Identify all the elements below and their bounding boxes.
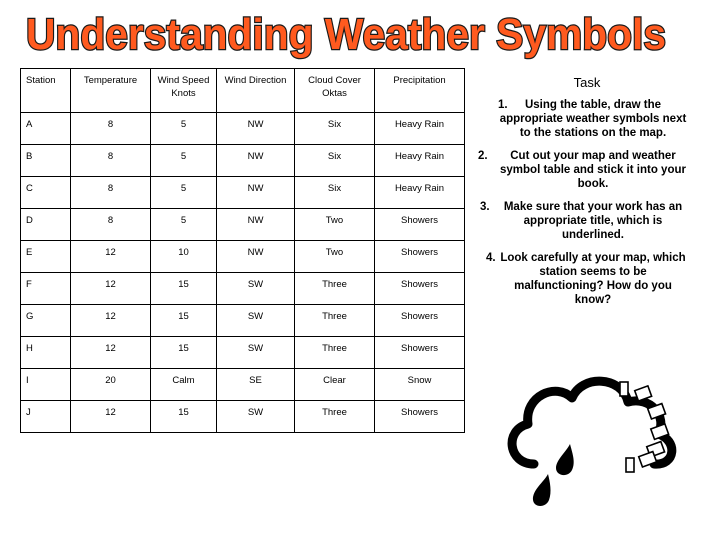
table-row bbox=[21, 177, 465, 209]
cell-wind-direction: NW bbox=[217, 209, 295, 241]
cell-cloud-cover: Three bbox=[295, 337, 375, 369]
cell-wind-direction: NW bbox=[217, 145, 295, 177]
cell-cloud-cover: Six bbox=[295, 113, 375, 145]
cell-precipitation: Heavy Rain bbox=[375, 113, 465, 145]
cell-precipitation: Showers bbox=[375, 209, 465, 241]
cell-temperature: 20 bbox=[71, 369, 151, 401]
cell-wind-speed: 5 bbox=[151, 145, 217, 177]
cell-station: H bbox=[21, 337, 71, 369]
cell-wind-speed: 5 bbox=[151, 113, 217, 145]
task-item-text: Look carefully at your map, which station seems to be malfunctioning? How do you know? bbox=[500, 252, 686, 306]
cell-station: J bbox=[21, 401, 71, 433]
table-row bbox=[21, 209, 465, 241]
cell-wind-speed: 15 bbox=[151, 305, 217, 337]
cell-station: G bbox=[21, 305, 71, 337]
task-item-3 bbox=[476, 200, 690, 242]
header-temperature: Temperature bbox=[71, 69, 151, 113]
cell-temperature: 12 bbox=[71, 401, 151, 433]
cell-station: D bbox=[21, 209, 71, 241]
cell-wind-speed: Calm bbox=[151, 369, 217, 401]
page-title: Understanding Weather Symbols bbox=[26, 10, 666, 59]
cell-temperature: 8 bbox=[71, 145, 151, 177]
cell-cloud-cover: Two bbox=[295, 209, 375, 241]
table-row bbox=[21, 305, 465, 337]
cell-precipitation: Showers bbox=[375, 273, 465, 305]
table-row bbox=[21, 337, 465, 369]
cell-station: F bbox=[21, 273, 71, 305]
cell-station: E bbox=[21, 241, 71, 273]
cell-temperature: 12 bbox=[71, 273, 151, 305]
cell-temperature: 12 bbox=[71, 337, 151, 369]
cell-wind-speed: 15 bbox=[151, 401, 217, 433]
cell-precipitation: Heavy Rain bbox=[375, 145, 465, 177]
table-row bbox=[21, 113, 465, 145]
cell-temperature: 8 bbox=[71, 113, 151, 145]
cell-temperature: 12 bbox=[71, 305, 151, 337]
cell-wind-direction: NW bbox=[217, 177, 295, 209]
task-item-number: 1. bbox=[498, 99, 508, 111]
task-item-number: 2. bbox=[478, 150, 488, 162]
cell-cloud-cover: Two bbox=[295, 241, 375, 273]
cell-cloud-cover: Clear bbox=[295, 369, 375, 401]
page-title-banner bbox=[0, 2, 720, 60]
cell-wind-direction: NW bbox=[217, 113, 295, 145]
cell-station: I bbox=[21, 369, 71, 401]
task-item-1 bbox=[476, 98, 690, 140]
header-wind-direction: Wind Direction bbox=[217, 69, 295, 113]
cell-temperature: 8 bbox=[71, 209, 151, 241]
cell-temperature: 12 bbox=[71, 241, 151, 273]
task-item-number: 3. bbox=[480, 201, 490, 213]
header-station: Station bbox=[21, 69, 71, 113]
table-body bbox=[21, 113, 465, 433]
task-item-2 bbox=[476, 149, 690, 191]
task-item-4 bbox=[476, 251, 690, 307]
cell-cloud-cover: Three bbox=[295, 401, 375, 433]
table-row bbox=[21, 241, 465, 273]
cell-wind-direction: NW bbox=[217, 241, 295, 273]
cell-cloud-cover: Three bbox=[295, 305, 375, 337]
table-row bbox=[21, 145, 465, 177]
cell-cloud-cover: Six bbox=[295, 145, 375, 177]
cell-wind-direction: SW bbox=[217, 273, 295, 305]
table-row bbox=[21, 369, 465, 401]
cell-wind-direction: SE bbox=[217, 369, 295, 401]
task-item-text: Cut out your map and weather symbol table and stick it into your book. bbox=[500, 150, 686, 190]
cell-precipitation: Snow bbox=[375, 369, 465, 401]
cell-wind-speed: 5 bbox=[151, 177, 217, 209]
cell-cloud-cover: Six bbox=[295, 177, 375, 209]
cell-precipitation: Showers bbox=[375, 337, 465, 369]
cell-precipitation: Showers bbox=[375, 305, 465, 337]
header-precipitation: Precipitation bbox=[375, 69, 465, 113]
cell-precipitation: Heavy Rain bbox=[375, 177, 465, 209]
cell-wind-speed: 15 bbox=[151, 337, 217, 369]
cell-precipitation: Showers bbox=[375, 401, 465, 433]
table-row bbox=[21, 401, 465, 433]
task-item-number: 4. bbox=[486, 252, 496, 264]
task-item-text: Make sure that your work has an appropriate title, which is underlined. bbox=[503, 201, 683, 241]
weather-station-table bbox=[20, 68, 465, 433]
task-item-text: Using the table, draw the appropriate weather symbols next to the stations on the map. bbox=[499, 99, 687, 139]
table-header-row bbox=[21, 69, 465, 113]
table-row bbox=[21, 273, 465, 305]
cell-wind-direction: SW bbox=[217, 305, 295, 337]
cell-cloud-cover: Three bbox=[295, 273, 375, 305]
cell-station: A bbox=[21, 113, 71, 145]
cell-precipitation: Showers bbox=[375, 241, 465, 273]
header-cloud-cover: Cloud Cover Oktas bbox=[295, 69, 375, 113]
rain-shower-cloud-icon bbox=[500, 368, 700, 518]
cell-wind-direction: SW bbox=[217, 337, 295, 369]
cell-temperature: 8 bbox=[71, 177, 151, 209]
cell-wind-speed: 10 bbox=[151, 241, 217, 273]
task-title: Task bbox=[573, 75, 601, 90]
header-wind-speed: Wind Speed Knots bbox=[151, 69, 217, 113]
cell-wind-speed: 5 bbox=[151, 209, 217, 241]
cell-wind-direction: SW bbox=[217, 401, 295, 433]
cell-station: B bbox=[21, 145, 71, 177]
cell-station: C bbox=[21, 177, 71, 209]
task-panel bbox=[476, 74, 690, 316]
cell-wind-speed: 15 bbox=[151, 273, 217, 305]
